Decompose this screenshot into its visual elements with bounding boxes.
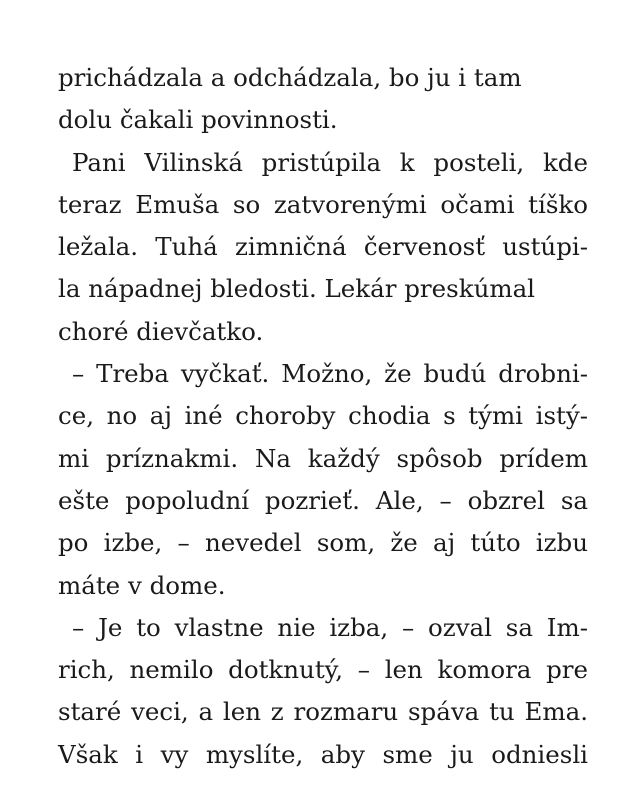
text-line: rich, nemilo dotknutý, – len komora pre: [58, 655, 588, 685]
text-line: mi príznakmi. Na každý spôsob prídem: [58, 443, 588, 473]
book-page-text: [58, 57, 588, 776]
text-line: Však i vy myslíte, aby sme ju odniesli: [58, 739, 588, 769]
text-line: ležala. Tuhá zimničná červenosť ustúpi-: [58, 232, 588, 262]
text-line: – Treba vyčkať. Možno, že budú drobni-: [72, 359, 588, 389]
text-line: staré veci, a len z rozmaru spáva tu Ema.: [58, 697, 588, 727]
text-line: Pani Vilinská pristúpila k posteli, kde: [72, 147, 588, 177]
text-line: la nápadnej bledosti. Lekár preskúmal: [58, 274, 536, 304]
text-line: ešte popoludní pozrieť. Ale, – obzrel sa: [58, 485, 588, 515]
text-line: po izbe, – nevedel som, že aj túto izbu: [58, 528, 588, 558]
text-line: choré dievčatko.: [58, 316, 264, 346]
text-line: prichádzala a odchádzala, bo ju i tam: [58, 63, 522, 92]
text-line: máte v dome.: [58, 570, 226, 600]
text-line: ce, no aj iné choroby chodia s tými istý-: [58, 401, 588, 431]
text-line: – Je to vlastne nie izba, – ozval sa Im-: [72, 612, 588, 642]
text-line: teraz Emuša so zatvorenými očami tíško: [58, 189, 588, 219]
text-line: dolu čakali povinnosti.: [58, 105, 338, 135]
